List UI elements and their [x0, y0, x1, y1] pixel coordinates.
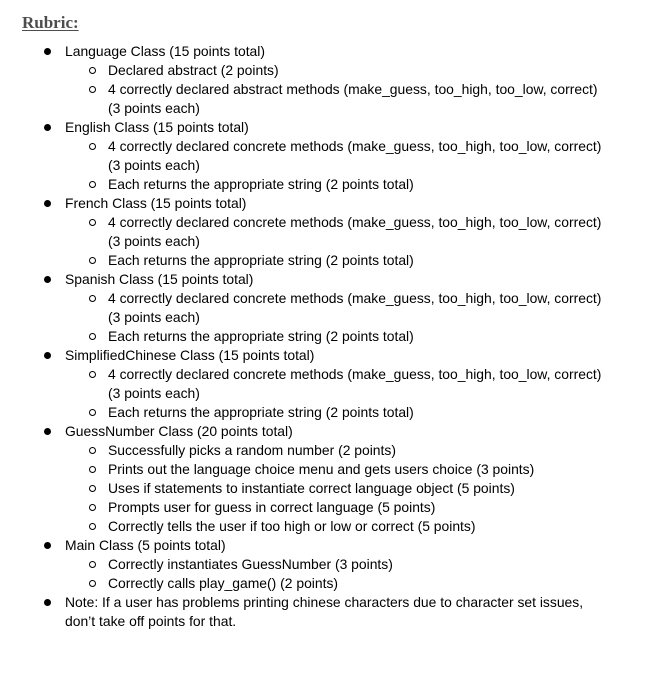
rubric-criterion: [0, 251, 627, 270]
rubric-section: [0, 593, 645, 631]
rubric-criterion: [0, 403, 627, 422]
rubric-section-heading: GuessNumber Class (20 points total): [65, 423, 293, 439]
rubric-section: [0, 42, 645, 118]
rubric-criteria-list: [65, 137, 627, 194]
rubric-criterion-text: (3 points each): [108, 157, 200, 173]
rubric-criterion-text: 4 correctly declared concrete methods (make_guess, too_high, too_low, correct): [108, 366, 602, 382]
rubric-criteria-list: [65, 61, 627, 118]
rubric-section-heading: Spanish Class (15 points total): [65, 271, 254, 287]
rubric-criterion-text: Correctly calls play_game() (2 points): [108, 575, 339, 591]
rubric-criterion: [0, 498, 627, 517]
rubric-criterion: [0, 61, 627, 80]
rubric-criteria-list: [65, 441, 627, 536]
rubric-note-line: don’t take off points for that.: [65, 613, 237, 629]
rubric-section: [0, 118, 645, 194]
rubric-criterion: [0, 479, 627, 498]
rubric-criterion: [0, 175, 627, 194]
rubric-section-heading: French Class (15 points total): [65, 195, 247, 211]
rubric-criteria-list: [65, 213, 627, 270]
rubric-note-line: Note: If a user has problems printing chinese characters due to character set issues,: [65, 594, 584, 610]
rubric-criterion-text: Prompts user for guess in correct language (5 points): [108, 499, 436, 515]
rubric-criterion: [0, 555, 627, 574]
rubric-criterion-text: (3 points each): [108, 385, 200, 401]
rubric-section-heading: Language Class (15 points total): [65, 43, 265, 59]
rubric-criterion: [0, 517, 627, 536]
rubric-section: [0, 270, 645, 346]
rubric-criterion-text: Each returns the appropriate string (2 points total): [108, 328, 414, 344]
rubric-criterion: [0, 137, 627, 175]
rubric-section: [0, 422, 645, 536]
rubric-criterion-text: Correctly tells the user if too high or low or correct (5 points): [108, 518, 476, 534]
rubric-criterion-text: Correctly instantiates GuessNumber (3 points): [108, 556, 393, 572]
rubric-criterion-text: 4 correctly declared concrete methods (make_guess, too_high, too_low, correct): [108, 214, 602, 230]
rubric-section-heading: Main Class (5 points total): [65, 537, 226, 553]
rubric-criterion: [0, 289, 627, 327]
rubric-list: [0, 42, 645, 631]
rubric-criterion-text: 4 correctly declared concrete methods (make_guess, too_high, too_low, correct): [108, 138, 602, 154]
rubric-criteria-list: [65, 289, 627, 346]
rubric-criterion: [0, 365, 627, 403]
rubric-section: [0, 536, 645, 593]
rubric-section: [0, 346, 645, 422]
rubric-criterion-text: Uses if statements to instantiate correct language object (5 points): [108, 480, 515, 496]
rubric-criterion-text: Declared abstract (2 points): [108, 62, 279, 78]
rubric-criterion-text: (3 points each): [108, 309, 200, 325]
rubric-criterion-text: Prints out the language choice menu and gets users choice (3 points): [108, 461, 535, 477]
rubric-criterion-text: 4 correctly declared abstract methods (make_guess, too_high, too_low, correct): [108, 81, 598, 97]
rubric-section: [0, 194, 645, 270]
rubric-criterion-text: Each returns the appropriate string (2 points total): [108, 404, 414, 420]
rubric-criterion: [0, 80, 627, 118]
rubric-criterion: [0, 574, 627, 593]
rubric-section-heading: SimplifiedChinese Class (15 points total): [65, 347, 315, 363]
rubric-criteria-list: [65, 365, 627, 422]
rubric-title: Rubric:: [22, 13, 79, 32]
rubric-criterion: [0, 460, 627, 479]
rubric-criterion-text: (3 points each): [108, 233, 200, 249]
rubric-criterion: [0, 213, 627, 251]
rubric-criterion-text: Successfully picks a random number (2 points): [108, 442, 396, 458]
rubric-criterion-text: (3 points each): [108, 100, 200, 116]
rubric-criterion: [0, 327, 627, 346]
rubric-criteria-list: [65, 555, 627, 593]
rubric-criterion-text: 4 correctly declared concrete methods (make_guess, too_high, too_low, correct): [108, 290, 602, 306]
rubric-criterion-text: Each returns the appropriate string (2 points total): [108, 252, 414, 268]
rubric-criterion: [0, 441, 627, 460]
rubric-section-heading: English Class (15 points total): [65, 119, 249, 135]
rubric-criterion-text: Each returns the appropriate string (2 points total): [108, 176, 414, 192]
